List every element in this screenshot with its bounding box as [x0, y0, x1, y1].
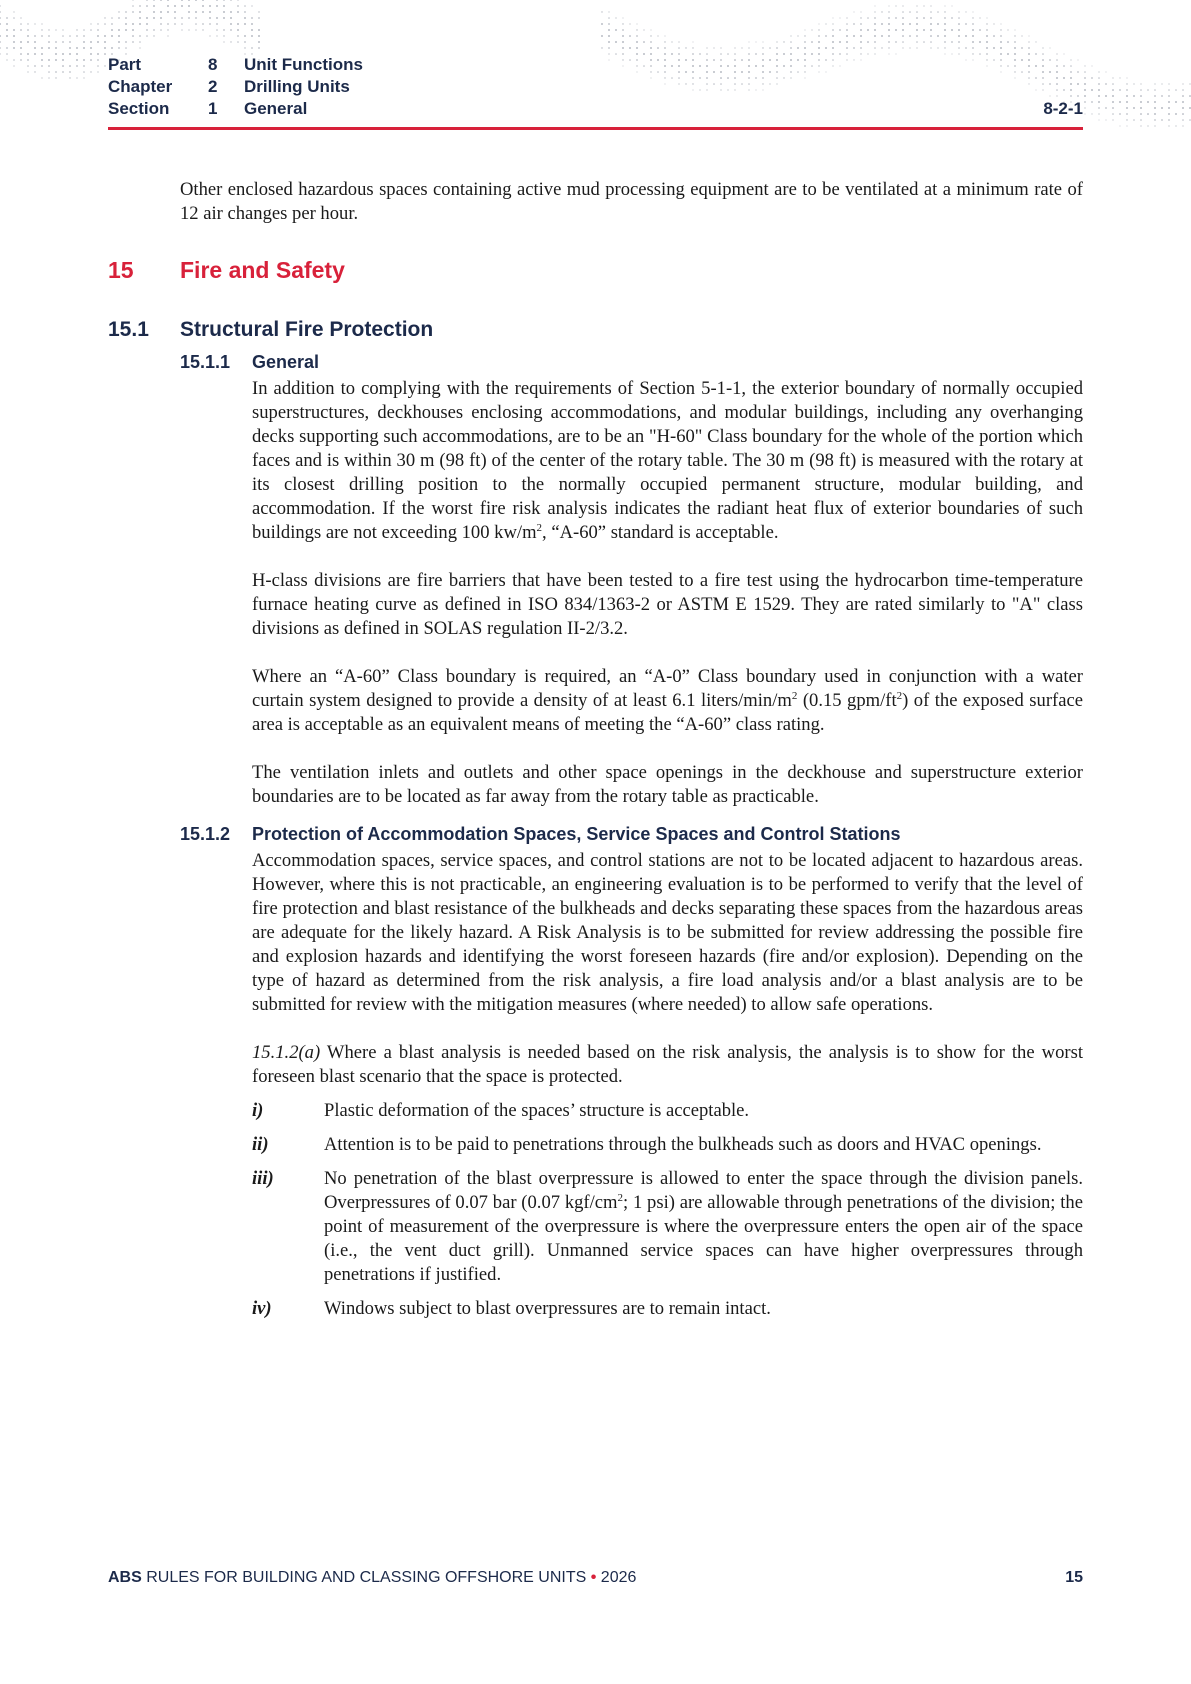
list-item-text: Windows subject to blast overpressures are to remain intact. [324, 1298, 771, 1319]
header-title: Unit Functions [244, 55, 363, 74]
list-item-text: Attention is to be paid to penetrations through the bulkheads such as doors and HVAC openings. [324, 1134, 1042, 1155]
header-label: Chapter [108, 77, 173, 96]
section-number: 15 [108, 257, 134, 283]
page-number: 15 [1065, 1569, 1083, 1586]
clause-heading-general [180, 352, 1083, 373]
document-body [108, 178, 1083, 1321]
running-header [108, 54, 1083, 120]
clause-number: 15.1.2 [180, 824, 231, 844]
header-reference: 8-2-1 [1043, 99, 1083, 118]
paragraph-text: No penetration of the blast overpressure is allowed to enter the space through the division panels. Overpressures of 0.07 bar (0.07 kgf/cm [324, 1168, 1083, 1213]
general-paragraph-1 [252, 377, 1083, 545]
general-paragraph-4: The ventilation inlets and outlets and other space openings in the deckhouse and superstructure exterior boundaries are to be located as far away from the rotary table as practicable. [252, 762, 1083, 807]
paragraph-text: Where an “A-60” Class boundary is required, an “A-0” Class boundary used in conjunction with a water curtain system designed to provide a density of at least 6.1 liters/min/m [252, 666, 1083, 711]
list-item-text [324, 1167, 1083, 1287]
list-item-text: Plastic deformation of the spaces’ structure is acceptable. [324, 1100, 750, 1121]
header-number: 2 [208, 77, 218, 96]
section-title: Fire and Safety [180, 257, 345, 283]
footer-title: RULES FOR BUILDING AND CLASSING OFFSHORE UNITS [141, 1569, 591, 1586]
header-divider [108, 127, 1083, 130]
header-label: Part [108, 55, 142, 74]
header-number: 1 [208, 99, 218, 118]
clause-number: 15.1.1 [180, 352, 231, 372]
running-footer [108, 1569, 1083, 1587]
clause-title: Protection of Accommodation Spaces, Service Spaces and Control Stations [252, 824, 901, 844]
section-heading [108, 257, 1083, 284]
header-label: Section [108, 99, 170, 118]
list-item [252, 1099, 1083, 1123]
subsection-number: 15.1 [108, 318, 149, 341]
header-title: Drilling Units [244, 77, 350, 96]
list-item [252, 1297, 1083, 1321]
superscript: 2 [617, 1191, 623, 1204]
paragraph-text: In addition to complying with the requirements of Section 5-1-1, the exterior boundary of normally occupied superstructures, deckhouses enclosing accommodations, and modular buildings, including any overhanging decks supporting such accommodations, are to be an "H-60" Class boundary for the whole of the portion which faces and is within 30 m (98 ft) of the center of the rotary table. The 30 m (98 ft) is measured with the rotary at its closest drilling position to the normally occupied permanent structure, modular building, and accommodation. If the worst fire risk analysis indicates the radiant heat flux of exterior boundaries of such buildings are not exceeding 100 kw/m [252, 378, 1083, 543]
clause-heading-protection [180, 824, 1083, 845]
superscript: 2 [791, 689, 798, 702]
footer-org: ABS [108, 1569, 142, 1586]
paragraph-text: ) of the exposed surface area is acceptable as an equivalent means of meeting the “A-60” class rating. [252, 690, 1083, 735]
header-section-row [108, 98, 1083, 120]
list-marker: i) [252, 1100, 264, 1121]
subsection-title: Structural Fire Protection [180, 318, 434, 341]
list-item [252, 1167, 1083, 1287]
subsection-heading [108, 318, 1083, 342]
clause-title: General [252, 352, 320, 372]
header-chapter-row [108, 76, 1083, 98]
header-number: 8 [208, 55, 218, 74]
paragraph-text: Where a blast analysis is needed based on the risk analysis, the analysis is to show for the worst foreseen blast scenario that the space is protected. [252, 1042, 1083, 1087]
paragraph-text: (0.15 gpm/ft [797, 690, 897, 711]
intro-paragraph: Other enclosed hazardous spaces containing active mud processing equipment are to be ventilated at a minimum rate of 12 air changes per hour. [180, 179, 1083, 224]
general-paragraph-3 [252, 665, 1083, 737]
paragraph-text: ; 1 psi) are allowable through penetrations of the division; the point of measurement of the overpressure is where the overpressure enters the open air of the space (i.e., the vent duct grill). Unmanned service spaces can have higher overpressures through penetrations if justified. [324, 1192, 1083, 1285]
general-paragraph-2: H-class divisions are fire barriers that have been tested to a fire test using the hydrocarbon time-temperature furnace heating curve as defined in ISO 834/1363-2 or ASTM E 1529. They are rated similarly to "A" class divisions as defined in SOLAS regulation II-2/3.2. [252, 570, 1083, 639]
footer-year: 2026 [596, 1569, 637, 1586]
subclause-label: 15.1.2(a) [252, 1042, 321, 1063]
superscript: 2 [536, 521, 543, 534]
list-marker: iii) [252, 1168, 274, 1189]
header-title: General [244, 99, 308, 118]
header-part-row [108, 54, 1083, 76]
protection-subclause [252, 1041, 1083, 1089]
list-item [252, 1133, 1083, 1157]
footer-bullet: • [590, 1569, 597, 1586]
superscript: 2 [896, 689, 903, 702]
paragraph-text: , “A-60” standard is acceptable. [542, 522, 779, 543]
protection-paragraph-1: Accommodation spaces, service spaces, and control stations are not to be located adjacent to hazardous areas. However, where this is not practicable, an engineering evaluation is to be performed to verify that the level of fire protection and blast resistance of the bulkheads and decks separating these spaces from the hazardous areas are adequate for the likely hazard. A Risk Analysis is to be submitted for review addressing the possible fire and explosion hazards and identifying the worst foreseen hazards (fire and/or explosion). Depending on the type of hazard as determined from the risk analysis, a fire load analysis and/or a blast analysis are to be submitted for review with the mitigation measures (where needed) to allow safe operations. [252, 850, 1083, 1015]
list-marker: iv) [252, 1298, 272, 1319]
list-marker: ii) [252, 1134, 269, 1155]
